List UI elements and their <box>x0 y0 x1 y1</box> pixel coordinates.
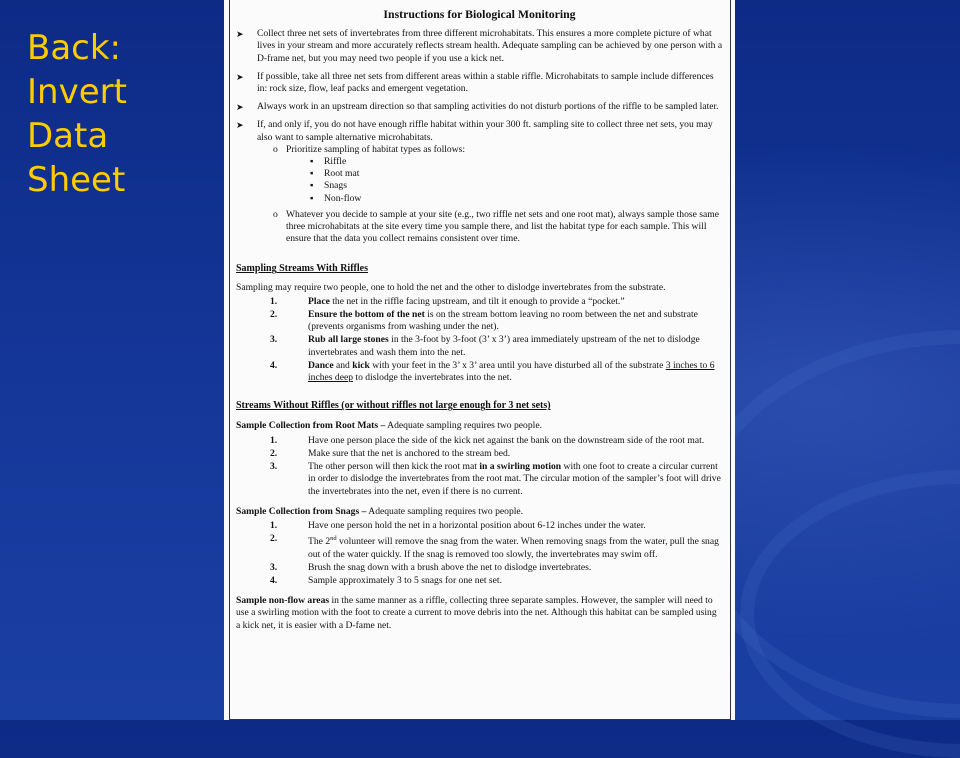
step-keyword: Rub all large stones <box>308 334 389 346</box>
habitat-item <box>236 168 723 180</box>
step-item <box>236 562 723 574</box>
step-text: the net in the riffle facing upstream, and tilt it enough to provide a “pocket.” <box>329 295 625 307</box>
step-text: Sample approximately 3 to 5 snags for one net set. <box>308 574 502 586</box>
step-number: 2. <box>270 533 278 545</box>
square-bullet-icon: ▪ <box>310 168 314 180</box>
circle-bullet-icon: o <box>273 143 278 155</box>
step-text: to dislodge the invertebrates into the net. <box>353 372 512 384</box>
slide-title-line: Invert <box>27 72 127 112</box>
subsection-text: in the same manner as a riffle, collecting three separate samples. However, the sampler will need to use a swirling motion with the foot to create a current to move debris into the net. Although this habitat can be sampled using a kick net, it is easier with a D-fame net. <box>236 595 717 631</box>
habitat-label: Non-flow <box>324 192 362 204</box>
sub-bullet-text: Whatever you decide to sample at your site (e.g., two riffle net sets and one root mat), always sample those same three microhabitats at the site every time you sample there, and list the habitat type for each sample. This will ensure that the data you collect remains consistent over time. <box>286 208 720 245</box>
habitat-item <box>236 156 723 168</box>
step-item <box>236 533 723 561</box>
subsection-text: Adequate sampling requires two people. <box>366 505 524 517</box>
arrow-bullet-icon: ➤ <box>236 102 244 113</box>
step-item <box>236 309 723 333</box>
step-keyword: in a swirling motion <box>479 461 562 473</box>
arrow-bullet-icon: ➤ <box>236 29 244 40</box>
bullet-text: Collect three net sets of invertebrates from three different microhabitats. This ensures a more complete picture of what lives in your stream and more accurately reflects stream health. Adequate sampling can be achieved by one person with a D-frame net, but you may need two people if you use a kick net. <box>257 28 723 64</box>
step-text: in the 3-foot by 3-foot (3’ x 3’) area immediately upstream of the net to dislodge invertebrates and wash them into the net. <box>308 334 700 358</box>
bullet-item <box>236 119 723 143</box>
step-text: with one foot to create a circular current in order to dislodge the invertebrates from the root mat. The circular motion of the sampler’s foot will drive the invertebrates into the net, even if there is no current. <box>308 461 721 497</box>
subsection-text: Adequate sampling requires two people. <box>385 420 542 432</box>
step-number: 1. <box>270 434 278 446</box>
subsection-label: Sample Collection from Snags – <box>236 505 367 517</box>
subsection-intro <box>236 420 723 432</box>
step-underlined-text: 3 inches to 6 inches deep <box>308 359 715 384</box>
subsection-label: Sample Collection from Root Mats – <box>236 420 386 432</box>
sub-bullet <box>236 144 723 156</box>
circle-bullet-icon: o <box>273 208 278 220</box>
habitat-label: Root mat <box>324 168 360 180</box>
subsection-intro <box>236 506 723 518</box>
step-number: 4. <box>270 359 278 371</box>
step-number: 3. <box>270 334 278 346</box>
superscript: nd <box>330 535 337 543</box>
bullet-text: Always work in an upstream direction so that sampling activities do not disturb portions of the riffle to be sampled later. <box>257 101 719 113</box>
step-item <box>236 435 723 447</box>
step-number: 3. <box>270 561 278 573</box>
habitat-item <box>236 180 723 192</box>
step-number: 3. <box>270 461 278 473</box>
step-item <box>236 448 723 460</box>
step-item <box>236 520 723 532</box>
bullet-text: If possible, take all three net sets from different areas within a stable riffle. Microhabitats to sample include differences in: rock size, flow, leaf packs and emergent vegetation. <box>257 70 714 95</box>
step-text: The other person will then kick the root mat <box>308 461 480 473</box>
arrow-bullet-icon: ➤ <box>236 120 244 131</box>
step-item <box>236 296 723 308</box>
bullet-item <box>236 101 723 113</box>
step-text: and <box>333 359 353 371</box>
step-item <box>236 334 723 358</box>
habitat-item <box>236 193 723 205</box>
step-number: 2. <box>270 309 278 321</box>
nonflow-paragraph <box>236 595 723 632</box>
step-text: Have one person place the side of the kick net against the bank on the downstream side of the root mat. <box>308 434 705 446</box>
step-text: The 2 <box>308 536 331 548</box>
step-number: 4. <box>270 574 278 586</box>
section-heading: Streams Without Riffles (or without riffles not large enough for 3 net sets) <box>236 400 551 412</box>
arrow-bullet-icon: ➤ <box>236 71 244 82</box>
step-text: with your feet in the 3’ x 3’ area until you have disturbed all of the substrate <box>369 359 666 371</box>
step-keyword: Place <box>308 295 330 307</box>
square-bullet-icon: ▪ <box>310 180 314 192</box>
slide-title <box>27 26 217 202</box>
step-keyword: kick <box>352 359 370 371</box>
step-item <box>236 360 723 384</box>
step-number: 1. <box>270 295 278 307</box>
step-text: is on the stream bottom leaving no room between the net and substrate (prevents organisms from washing under the net). <box>308 309 698 333</box>
step-number: 1. <box>270 519 278 531</box>
document-body <box>236 8 723 634</box>
step-text: volunteer will remove the snag from the water. When removing snags from the water, pull the snag out of the water quickly. If the snag is removed too slowly, the invertebrates may swim off. <box>308 536 719 560</box>
bullet-item <box>236 28 723 65</box>
habitat-label: Riffle <box>324 156 347 168</box>
slide-title-line: Data <box>27 116 109 156</box>
slide-title-line: Sheet <box>27 160 126 200</box>
sub-bullet-text: Prioritize sampling of habitat types as follows: <box>286 143 466 155</box>
document-title: Instructions for Biological Monitoring <box>383 7 576 21</box>
step-text: Make sure that the net is anchored to the stream bed. <box>308 447 511 459</box>
section-heading: Sampling Streams With Riffles <box>236 263 368 275</box>
step-item <box>236 575 723 587</box>
scanned-document <box>224 0 735 720</box>
section-intro: Sampling may require two people, one to hold the net and the other to dislodge invertebrates from the substrate. <box>236 281 666 293</box>
bullet-text: If, and only if, you do not have enough riffle habitat within your 300 ft. sampling site to collect three net sets, you may also want to sample alternative microhabitats. <box>257 119 713 143</box>
slide-title-line: Back: <box>27 28 121 68</box>
sub-bullet <box>236 209 723 246</box>
step-item <box>236 461 723 498</box>
square-bullet-icon: ▪ <box>310 192 314 204</box>
subsection-label: Sample non-flow areas <box>236 595 330 607</box>
step-text: Brush the snag down with a brush above the net to dislodge invertebrates. <box>308 561 592 573</box>
bullet-item <box>236 71 723 95</box>
step-keyword: Dance <box>308 359 334 371</box>
step-text: Have one person hold the net in a horizontal position about 6-12 inches under the water. <box>308 519 646 531</box>
square-bullet-icon: ▪ <box>310 156 314 168</box>
habitat-label: Snags <box>324 180 347 192</box>
step-number: 2. <box>270 447 278 459</box>
step-keyword: Ensure the bottom of the net <box>308 309 425 321</box>
